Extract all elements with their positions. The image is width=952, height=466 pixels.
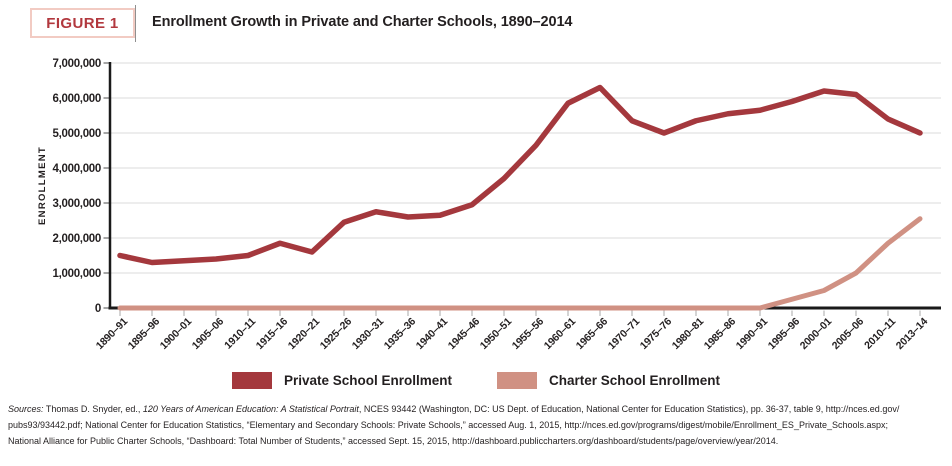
x-tick-label: 1940–41 (413, 315, 451, 353)
x-tick-label: 1955–56 (509, 315, 547, 353)
sources-line-3: National Alliance for Public Charter Schools, “Dashboard: Total Number of Students,” accessed Sept. 15, 2015, http://dashboard.publiccharters.org/dashboard/students/page/overview/year/2014. (8, 436, 779, 447)
sources-note (8, 401, 950, 450)
x-tick-label: 2000–01 (797, 315, 835, 353)
y-tick-label: 2,000,000 (52, 233, 101, 245)
sources-text: , NCES 93442 (Washington, DC: US Dept. of Education, National Center for Education Statistics), pp. 36-37, table 9, http://nces.ed.gov/ (358, 404, 900, 414)
x-tick-label: 1900–01 (157, 315, 195, 353)
x-tick-label: 1935–36 (381, 315, 419, 353)
y-tick-label: 7,000,000 (52, 58, 101, 70)
y-tick-label: 6,000,000 (52, 93, 101, 105)
y-tick-label: 5,000,000 (52, 128, 101, 140)
x-tick-label: 1920–21 (285, 315, 323, 353)
legend-item-private (232, 372, 452, 389)
x-tick-label: 1930–31 (349, 315, 387, 353)
charter-series-label: Charter School Enrollment (549, 373, 721, 388)
x-tick-label: 1890–91 (93, 315, 131, 353)
x-tick-label: 1915–16 (253, 315, 291, 353)
x-tick-label: 1945–46 (445, 315, 483, 353)
x-tick-label: 1985–86 (701, 315, 739, 353)
x-tick-label: 1895–96 (125, 315, 163, 353)
x-tick-label: 1995–96 (765, 315, 803, 353)
figure-label: FIGURE 1 (46, 14, 119, 32)
sources-prefix: Sources: (8, 404, 44, 414)
x-tick-label: 2005–06 (829, 315, 867, 353)
x-tick-label: 1905–06 (189, 315, 227, 353)
x-tick-label: 1980–81 (669, 315, 707, 353)
x-tick-label: 1960–61 (541, 315, 579, 353)
x-tick-label: 1970–71 (605, 315, 643, 353)
x-tick-label: 1965–66 (573, 315, 611, 353)
x-tick-label: 1925–26 (317, 315, 355, 353)
x-tick-label: 1950–51 (477, 315, 515, 353)
y-tick-label: 4,000,000 (52, 163, 101, 175)
legend-item-charter (497, 372, 720, 389)
y-axis-title: ENROLLMENT (37, 146, 48, 225)
chart-legend (0, 372, 952, 389)
y-tick-label: 0 (94, 303, 101, 315)
chart-title: Enrollment Growth in Private and Charter Schools, 1890–2014 (152, 14, 573, 30)
x-tick-label: 1990–91 (733, 315, 771, 353)
x-tick-label: 1975–76 (637, 315, 675, 353)
sources-text: Thomas D. Snyder, ed., (43, 404, 143, 414)
x-tick-label: 2013–14 (893, 315, 931, 353)
sources-line-1 (8, 401, 950, 417)
y-tick-label: 3,000,000 (52, 198, 101, 210)
sources-line-2: pubs93/93442.pdf; National Center for Education Statistics, “Elementary and Secondary Schools: Private Schools,” accessed Aug. 1, 2015, http://nces.ed.gov/programs/digest/mobile/Enrollment_ES_Private_Schools.aspx; (8, 420, 888, 431)
sources-book-title: 120 Years of American Education: A Statistical Portrait (142, 404, 359, 414)
series-line-private (120, 88, 920, 263)
x-tick-label: 2010–11 (862, 315, 899, 352)
x-tick-label: 1910–11 (222, 315, 259, 352)
series-line-charter (120, 219, 920, 308)
private-series-swatch (232, 372, 272, 389)
y-tick-label: 1,000,000 (52, 268, 101, 280)
charter-series-swatch (497, 372, 537, 389)
private-series-label: Private School Enrollment (283, 373, 452, 388)
